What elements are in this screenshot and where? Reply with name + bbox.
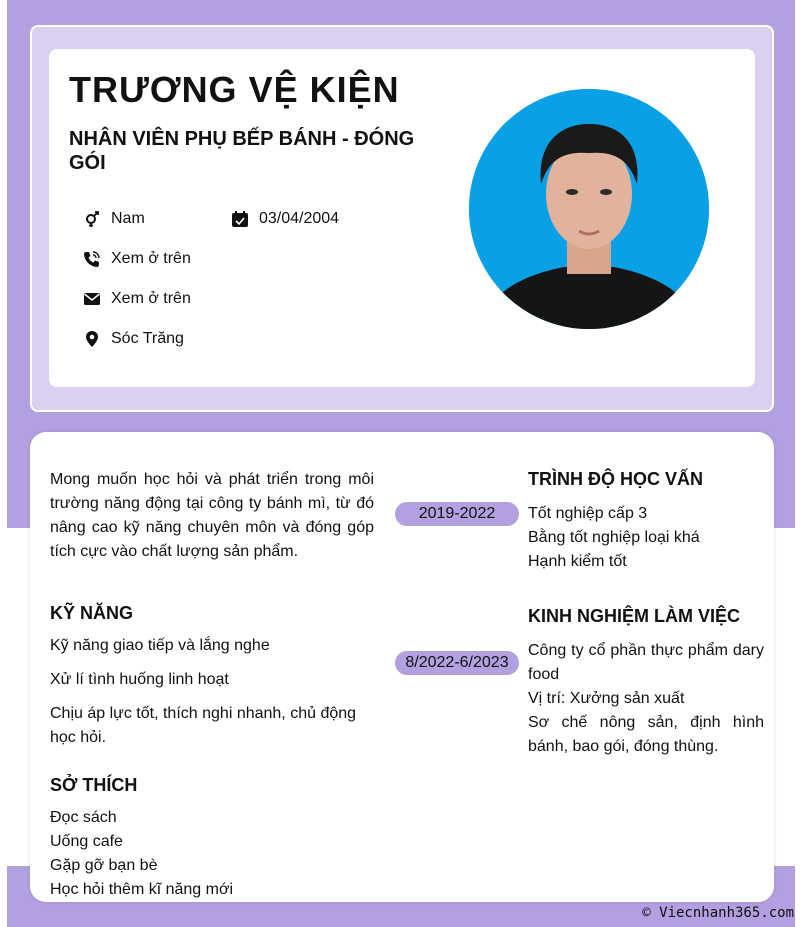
hobby-item: Đọc sách [50,809,117,826]
education-line: Tốt nghiệp cấp 3 [528,505,648,522]
birthday-text: 03/04/2004 [259,210,340,227]
candidate-name: TRƯƠNG VỆ KIỆN [69,69,400,110]
education-line: Bằng tốt nghiệp loại khá [528,529,700,546]
experience-description: Sơ chế nông sản, định hình bánh, bao gói, đóng thùng. [528,714,764,755]
mail-icon [83,290,101,308]
location-pin-icon [83,330,101,348]
skill-item: Xử lí tình huống linh hoạt [50,671,229,688]
skill-item: Kỹ năng giao tiếp và lắng nghe [50,637,270,654]
hobby-item: Gặp gỡ bạn bè [50,857,158,874]
career-objective: Mong muốn học hỏi và phát triển trong môi trường năng động tại công ty bánh mì, từ đó nâng cao kỹ năng chuyên môn và đóng góp tích cực vào chất lượng sản phẩm. [50,471,374,560]
experience-period-badge: 8/2022-6/2023 [395,651,519,675]
gender-row [83,210,145,228]
gender-icon [83,210,101,228]
skill-item: Chịu áp lực tốt, thích nghi nhanh, chủ động học hỏi. [50,705,357,746]
skills-title: KỸ NĂNG [50,603,134,623]
profile-photo [469,89,709,329]
phone-icon [83,250,101,268]
experience-company: Công ty cổ phần thực phẩm dary food [528,642,764,683]
hobbies-title: SỞ THÍCH [50,775,138,795]
email-row [83,290,191,308]
hobby-item: Uống cafe [50,833,123,850]
address-text: Sóc Trăng [111,330,184,347]
phone-text: Xem ở trên [111,250,191,267]
footer-copyright: © Viecnhanh365.com [642,905,794,921]
birthday-row [231,210,339,228]
email-text: Xem ở trên [111,290,191,307]
job-title: NHÂN VIÊN PHỤ BẾP BÁNH - ĐÓNG GÓI [69,128,415,174]
gender-text: Nam [111,210,145,227]
education-line: Hạnh kiểm tốt [528,553,627,570]
education-title: TRÌNH ĐỘ HỌC VẤN [528,469,703,489]
phone-row [83,250,191,268]
calendar-icon [231,210,249,228]
experience-title: KINH NGHIỆM LÀM VIỆC [528,606,741,626]
hobby-item: Học hỏi thêm kĩ năng mới [50,881,234,898]
education-period-badge: 2019-2022 [395,502,519,526]
address-row [83,330,184,348]
experience-role: Vị trí: Xưởng sản xuất [528,690,685,707]
